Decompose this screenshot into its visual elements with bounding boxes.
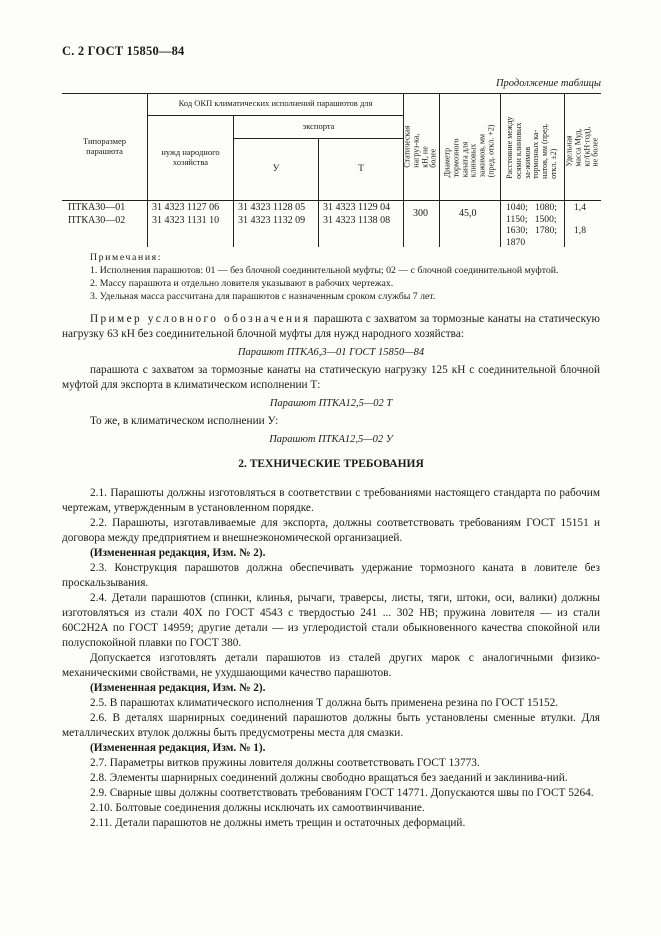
clause-2-4-b: Допускается изготовлять детали парашютов из сталей других марок с аналогичными физико-механическими свойствами, не ухудшающими качество парашютов. bbox=[62, 652, 600, 679]
page-header: С. 2 ГОСТ 15850—84 bbox=[62, 44, 185, 58]
col-head-mass bbox=[565, 95, 601, 199]
amendment-note-1: (Измененная редакция, Изм. № 2). bbox=[90, 547, 266, 559]
example-paragraph-3: То же, в климатическом исполнении У: bbox=[90, 415, 279, 427]
table-caption: Продолжение таблицы bbox=[495, 78, 601, 89]
table-rule-head-bottom bbox=[62, 200, 601, 201]
col-head-domestic: нужд народного хозяйства bbox=[161, 147, 220, 167]
col-head-mass-text: Удельная масса Mуд, кг/(кН·год), не более bbox=[564, 127, 600, 167]
clause-2-4: 2.4. Детали парашютов (спинки, клинья, рычаги, траверсы, листы, тяги, штоки, оси, валики) должны изготовляться из стали 40Х по ГОСТ 4543 с твердостью 241 ... 302 НВ; пружина ловителя — из стали 60С2Н2А по ГОСТ 14959; другие детали — из углеродистой стали обыкновенного качества спокойной или полуспокойной плавки по ГОСТ 380. bbox=[62, 592, 600, 649]
cell-diam: 45,0 bbox=[459, 208, 477, 219]
cell-export-t: 31 4323 1129 04 31 4323 1138 08 bbox=[323, 202, 391, 226]
designation-3: Парашют ПТКА12,5—02 У bbox=[269, 434, 393, 445]
clause-2-3: 2.3. Конструкция парашютов должна обеспечивать удержание тормозного каната в ловителе без проскальзывания. bbox=[62, 562, 600, 589]
amendment-note-2: (Измененная редакция, Изм. № 2). bbox=[90, 682, 266, 694]
col-head-u: У bbox=[272, 163, 280, 174]
col-head-dist bbox=[501, 95, 564, 199]
note-1: 1. Исполнения парашютов: 01 — без блочной соединительной муфты; 02 — с блочной соединительной муфтой. bbox=[90, 265, 559, 276]
col-head-load-text: Статическая нагруз-ка, кН, не более bbox=[402, 125, 439, 169]
cell-load: 300 bbox=[413, 208, 428, 219]
clause-2-8: 2.8. Элементы шарнирных соединений должны свободно вращаться без заеданий и заклинива-ний. bbox=[90, 772, 568, 784]
note-2: 2. Массу парашюта и отдельно ловителя указывают в рабочих чертежах. bbox=[90, 278, 394, 289]
amendment-note-3: (Измененная редакция, Изм. № 1). bbox=[90, 742, 266, 754]
clause-2-5: 2.5. В парашютах климатического исполнения Т должна быть применена резина по ГОСТ 15152. bbox=[90, 697, 559, 709]
clause-2-7: 2.7. Параметры витков пружины ловителя должны соответствовать ГОСТ 13773. bbox=[90, 757, 480, 769]
col-head-t: Т bbox=[358, 163, 364, 174]
parameters-table bbox=[62, 93, 601, 247]
clause-2-2: 2.2. Парашюты, изготавливаемые для экспорта, должны соответствовать требованиям ГОСТ 15151 и договора между предприятием и внешнеэкономической организацией. bbox=[62, 517, 600, 544]
col-head-diam-text: Диаметр тормозного каната для клиновых зажимов, мм (пред. откл. +2) bbox=[442, 124, 496, 177]
col-head-okp: Код ОКП климатических исполнений парашютов для bbox=[178, 98, 373, 109]
clause-2-9: 2.9. Сварные швы должны соответствовать требованиям ГОСТ 14771. Допускаются швы по ГОСТ 5264. bbox=[90, 787, 594, 799]
cell-export-u: 31 4323 1128 05 31 4323 1132 09 bbox=[238, 202, 306, 226]
section-title: 2. ТЕХНИЧЕСКИЕ ТРЕБОВАНИЯ bbox=[238, 458, 424, 470]
designation-1: Парашют ПТКА6,3—01 ГОСТ 15850—84 bbox=[237, 347, 425, 358]
example-lead: Пример условного обозначения bbox=[90, 313, 311, 325]
example-paragraph-1 bbox=[62, 312, 600, 342]
col-head-size: Типоразмер парашюта bbox=[83, 136, 126, 156]
cell-size: ПТКА30—01 ПТКА30—02 bbox=[68, 202, 126, 226]
table-notes bbox=[62, 251, 602, 303]
clause-2-6: 2.6. В деталях шарнирных соединений парашютов должны быть установлены сменные втулки. Для металлических втулок должны быть предусмотрены места для смазки. bbox=[62, 712, 600, 739]
technical-requirements bbox=[62, 486, 600, 831]
clause-2-11: 2.11. Детали парашютов не должны иметь трещин и остаточных деформаций. bbox=[90, 817, 466, 829]
clause-2-10: 2.10. Болтовые соединения должны исключать их самоотвинчивание. bbox=[90, 802, 425, 814]
col-head-dist-text: Расстояние между осями клиновых за-жимов тормозных ка-натов, мм (пред. откл. ±2) bbox=[505, 116, 559, 179]
designation-2: Парашют ПТКА12,5—02 Т bbox=[269, 398, 393, 409]
cell-domestic: 31 4323 1127 06 31 4323 1131 10 bbox=[152, 202, 220, 226]
cell-dist: 1040; 1080; 1150; 1500; 1630; 1780; 1870 bbox=[506, 202, 557, 248]
clause-2-1: 2.1. Парашюты должны изготовляться в соответствии с требованиями настоящего стандарта по рабочим чертежам, утвержденным в установленном порядке. bbox=[62, 487, 600, 514]
col-head-load bbox=[404, 95, 439, 199]
example-text-1: парашюта с захватом за тормозные канаты на статическую нагрузку 63 кН без соединительной блочной муфты для нужд народного хозяйства: bbox=[62, 313, 600, 340]
col-head-export: экспорта bbox=[302, 120, 335, 131]
notes-title: Примечания: bbox=[90, 252, 163, 263]
cell-mass: 1,4 1,8 bbox=[574, 202, 586, 236]
col-head-diam bbox=[440, 95, 500, 199]
designation-example bbox=[62, 312, 600, 447]
example-paragraph-2: парашюта с захватом за тормозные канаты на статическую нагрузку 125 кН с соединительной блочной муфтой для экспорта в климатическом исполнении Т: bbox=[62, 364, 600, 391]
note-3: 3. Удельная масса рассчитана для парашютов с назначенным сроком службы 7 лет. bbox=[90, 291, 436, 302]
